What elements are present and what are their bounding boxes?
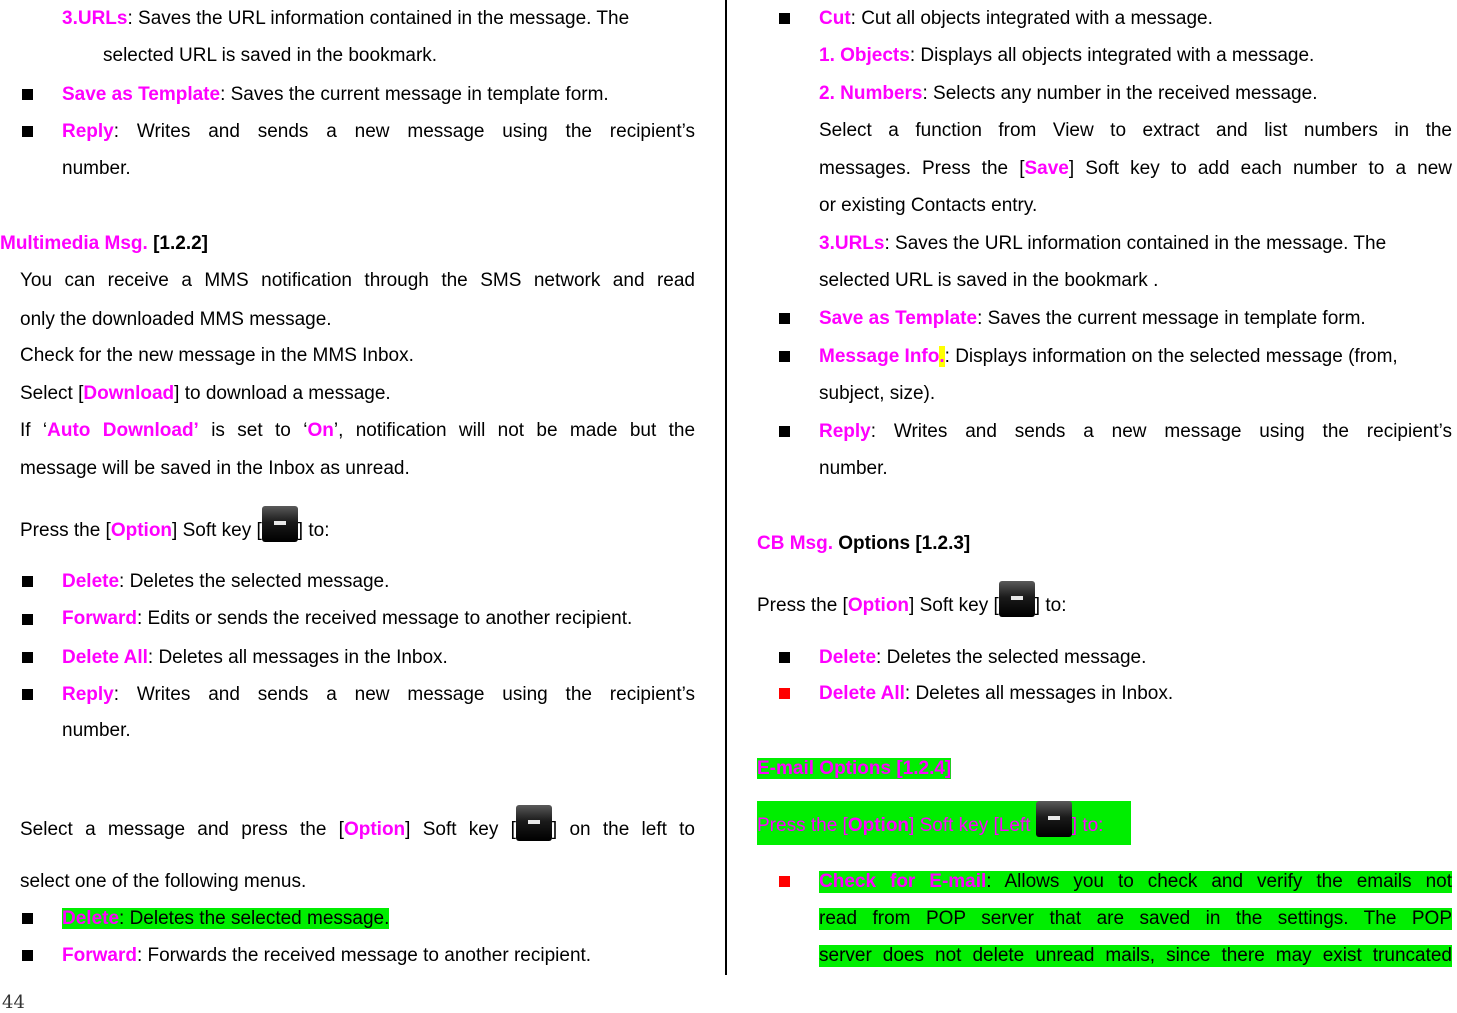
press-option-line — [20, 506, 329, 553]
mms-paragraph-1: You can receive a MMS notification through the SMS network and read — [20, 270, 695, 291]
text: If ‘ — [20, 420, 48, 441]
check-email-cont-1: read from POP server that are saved in the settings. The POP — [819, 908, 1452, 929]
select-message-cont: select one of the following menus. — [20, 871, 307, 892]
reply-item — [62, 121, 695, 143]
auto-download-key: Auto Download’ — [47, 420, 199, 441]
urls-label: 3.URLs — [819, 233, 885, 254]
text: : Deletes all messages in Inbox. — [904, 683, 1174, 704]
option-key: Option — [847, 595, 910, 616]
text: Press the [ — [757, 815, 848, 836]
soft-key-icon — [999, 581, 1035, 617]
soft-key-icon — [516, 805, 552, 841]
select-delete-item — [62, 908, 389, 930]
save-key: Save — [1024, 158, 1069, 179]
square-bullet-icon — [779, 351, 790, 362]
cb-press-option-line — [757, 581, 1066, 628]
option-delete-label: Delete — [62, 571, 120, 592]
text: messages. Press the [ — [819, 158, 1025, 179]
numbers-paragraph-2 — [819, 158, 1452, 180]
check-email-label: Check for E-mail — [819, 871, 987, 892]
mms-paragraph-2: Check for the new message in the MMS Inbox. — [20, 345, 414, 366]
soft-key-icon — [1036, 801, 1072, 837]
text: ] to: — [1071, 815, 1104, 836]
square-bullet-icon — [779, 876, 790, 887]
reply-text-cont: number. — [62, 158, 131, 179]
square-bullet-icon — [779, 688, 790, 699]
text: Select a message and press the [ — [20, 819, 344, 840]
save-template-item — [62, 84, 609, 106]
objects-item — [819, 45, 1314, 67]
numbers-paragraph-3: or existing Contacts entry. — [819, 195, 1038, 216]
message-info-item — [819, 346, 1398, 368]
urls-text-cont: selected URL is saved in the bookmark. — [103, 45, 438, 66]
text: : Deletes the selected message. — [119, 571, 390, 592]
text: Select [ — [20, 383, 84, 404]
text: ] on the left to — [551, 819, 695, 840]
email-heading — [757, 758, 951, 780]
urls-item — [62, 8, 629, 30]
text: : Forwards the received message to another recipient. — [136, 945, 592, 966]
page-number: 44 — [2, 992, 25, 1013]
save-template-item — [819, 308, 1366, 330]
save-template-label: Save as Template — [819, 308, 978, 329]
text: : Writes and sends a new message using the recipient’s — [113, 684, 695, 705]
text: : Displays all objects integrated with a message. — [909, 45, 1315, 66]
option-forward-item — [62, 608, 632, 630]
cb-delete-all-item — [819, 683, 1173, 705]
mms-paragraph-3 — [20, 383, 391, 405]
option-key: Option — [343, 819, 406, 840]
square-bullet-icon — [22, 950, 33, 961]
option-key: Option — [847, 815, 910, 836]
square-bullet-icon — [779, 426, 790, 437]
cb-delete-item — [819, 647, 1146, 669]
reply-label: Reply — [819, 421, 871, 442]
save-template-text: : Saves the current message in template form. — [220, 84, 609, 105]
option-delete-item — [62, 571, 389, 593]
square-bullet-icon — [22, 576, 33, 587]
cut-item — [819, 8, 1213, 30]
cut-label: Cut — [819, 8, 851, 29]
text: ] Soft key [Left — [909, 815, 1036, 836]
message-info-label: Message Info — [819, 346, 940, 367]
text: ] to: — [297, 520, 330, 541]
text: ] Soft key to add each number to a new — [1068, 158, 1452, 179]
mms-heading — [0, 233, 208, 255]
square-bullet-icon — [22, 89, 33, 100]
text: : Saves the current message in template form. — [977, 308, 1366, 329]
select-delete-label: Delete — [62, 908, 120, 929]
cb-heading-rest: Options [1.2.3] — [833, 533, 971, 554]
email-heading-label: E-mail Options [1.2.4] — [757, 758, 952, 779]
square-bullet-icon — [22, 614, 33, 625]
objects-label: 1. Objects — [819, 45, 910, 66]
text: : Writes and sends a new message using the recipient’s — [870, 421, 1452, 442]
numbers-paragraph-1: Select a function from View to extract and list numbers in the — [819, 120, 1452, 141]
on-key: On — [307, 420, 334, 441]
text: ] to download a message. — [174, 383, 391, 404]
square-bullet-icon — [779, 13, 790, 24]
mms-heading-code: [1.2.2] — [147, 233, 208, 254]
cb-delete-label: Delete — [819, 647, 877, 668]
cb-heading — [757, 533, 970, 555]
check-email-item — [819, 871, 1452, 893]
download-key: Download — [83, 383, 175, 404]
message-info-dot: . — [939, 346, 945, 367]
urls-text: : Saves the URL information contained in the message. The — [127, 8, 630, 29]
reply-text-cont: number. — [819, 458, 888, 479]
text: ] Soft key [ — [909, 595, 999, 616]
square-bullet-icon — [779, 652, 790, 663]
text: : Allows you to check and verify the emails not — [986, 871, 1452, 892]
option-reply-item — [62, 684, 695, 706]
text: : Cut all objects integrated with a message. — [850, 8, 1213, 29]
text: : Deletes the selected message. — [119, 908, 390, 929]
reply-item — [819, 421, 1452, 443]
text: : Edits or sends the received message to another recipient. — [136, 608, 633, 629]
text: Press the [ — [757, 595, 848, 616]
numbers-item — [819, 83, 1317, 105]
urls-label: 3.URLs — [62, 8, 128, 29]
check-email-cont-2: server does not delete unread mails, since there may exist truncated — [819, 945, 1452, 966]
urls-item — [819, 233, 1386, 255]
option-reply-cont: number. — [62, 720, 131, 741]
select-message-line — [20, 805, 695, 852]
option-delete-all-label: Delete All — [62, 647, 148, 668]
square-bullet-icon — [22, 126, 33, 137]
text: : Selects any number in the received message. — [922, 83, 1318, 104]
option-forward-label: Forward — [62, 608, 137, 629]
text: ] Soft key [ — [405, 819, 516, 840]
option-key: Option — [110, 520, 173, 541]
save-template-label: Save as Template — [62, 84, 221, 105]
text: ] Soft key [ — [172, 520, 262, 541]
option-delete-all-item — [62, 647, 448, 669]
select-forward-item — [62, 945, 591, 967]
column-divider — [725, 0, 727, 975]
square-bullet-icon — [779, 313, 790, 324]
mms-paragraph-1-cont: only the downloaded MMS message. — [20, 309, 332, 330]
mms-paragraph-4 — [20, 420, 695, 442]
mms-heading-label: Multimedia Msg. — [0, 233, 148, 254]
reply-text: : Writes and sends a new message using the recipient’s — [113, 121, 695, 142]
numbers-label: 2. Numbers — [819, 83, 923, 104]
mms-paragraph-4-cont: message will be saved in the Inbox as unread. — [20, 458, 410, 479]
text: : Saves the URL information contained in the message. The — [884, 233, 1387, 254]
text: ] to: — [1034, 595, 1067, 616]
square-bullet-icon — [22, 913, 33, 924]
soft-key-icon — [262, 506, 298, 542]
reply-label: Reply — [62, 121, 114, 142]
text: : Deletes all messages in the Inbox. — [147, 647, 448, 668]
message-info-cont: subject, size). — [819, 383, 936, 404]
option-reply-label: Reply — [62, 684, 114, 705]
cb-heading-label: CB Msg. — [757, 533, 833, 554]
text: : Displays information on the selected message (from, — [944, 346, 1398, 367]
text: ’, notification will not be made but the — [333, 420, 696, 441]
square-bullet-icon — [22, 652, 33, 663]
text: : Deletes the selected message. — [876, 647, 1147, 668]
email-press-option-line — [757, 801, 1131, 845]
text: is set to ‘ — [198, 420, 308, 441]
urls-text-cont: selected URL is saved in the bookmark . — [819, 270, 1159, 291]
text: Press the [ — [20, 520, 111, 541]
cb-delete-all-label: Delete All — [819, 683, 905, 704]
select-forward-label: Forward — [62, 945, 137, 966]
square-bullet-icon — [22, 689, 33, 700]
